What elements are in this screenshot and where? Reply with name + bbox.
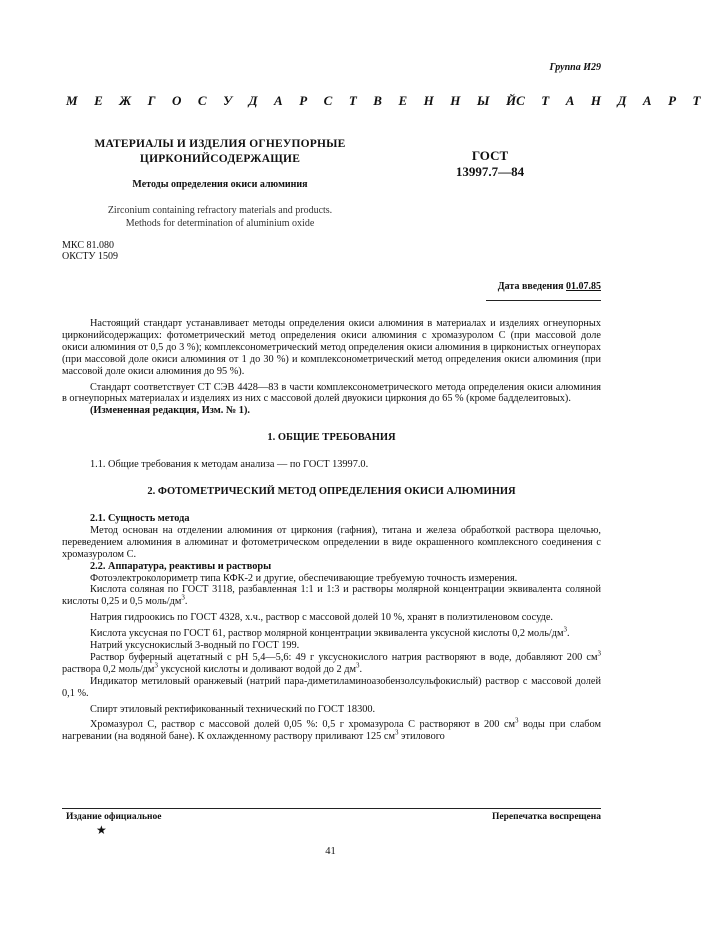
paragraph-chromazurol: Хромазурол С, раствор с массовой долей 0,05 %: 0,5 г хромазурола С растворяют в 200 $см^3$ воды при слабом нагревании (на водяной бане). К охлажденному раствору приливают 125 $см^3$ этилового [62,717,601,743]
paragraph-sodium-acetate: Натрий уксуснокислый 3-водный по ГОСТ 199. [90,640,300,652]
banner-letter: Н [450,93,461,108]
banner-letter: А [274,93,283,108]
banner-letter: Ы [476,93,490,108]
divider [486,300,601,301]
okstu-code: ОКСТУ 1509 [62,251,119,262]
title-line-2: ЦИРКОНИЙСОДЕРЖАЩИЕ [139,153,301,165]
paragraph-ethanol: Спирт этиловый ректификованный технический по ГОСТ 18300. [90,703,376,715]
paragraph-amendment: (Измененная редакция, Изм. № 1). [90,405,250,417]
banner-right [516,93,700,109]
title-subtitle: Методы определения окиси алюминия [132,179,308,190]
subheading-2-1: 2.1. Сущность метода [90,512,190,524]
footer-divider [62,808,601,809]
paragraph-photometer: Фотоэлектроколориметр типа КФК-2 и другие, обеспечивающие требуемую точность измерения. [90,572,518,584]
banner-letter: О [172,93,182,108]
subheading-2-2: 2.2. Аппаратура, реактивы и растворы [90,560,272,572]
title-english-line-1: Zirconium containing refractory materials and products. [107,205,333,216]
banner-letter: С [197,93,207,108]
banner-letter: Г [147,93,156,108]
paragraph-indicator: Индикатор метиловый оранжевый (натрий пара-диметиламиноазобензолсульфокислый) раствор с массовой долей 0,1 %. [62,675,601,699]
official-edition-label: Издание официальное [66,812,162,822]
paragraph-acetic-acid: Кислота уксусная по ГОСТ 61, раствор молярной концентрации эквивалента уксусной кислоты 0,2 моль/$дм^3$. [90,625,570,640]
standard-banner [66,93,701,109]
title-line-1: МАТЕРИАЛЫ И ИЗДЕЛИЯ ОГНЕУПОРНЫЕ [94,138,346,150]
mks-code: МКС 81.080 [62,240,114,251]
paragraph-scope: Настоящий стандарт устанавливает методы определения окиси алюминия в материалах и изделиях огнеупорных цирконийсодержащих: фотометрический метод определения окиси алюминия с хромазуролом С (при массовой доле окиси алюминия от 0,5 до 3 %); комплексонометрический метод определения окиси алюминия в цирконистых огнеупорах (при массовой доле окиси алюминия от 1 до 30 %) и комплексонометрический метод определения окиси алюминия (при массовой доле окиси алюминия до 95 %). [62,318,601,377]
banner-letter: Р [299,93,308,108]
gost-number [435,148,545,180]
paragraph-naoh: Натрия гидроокись по ГОСТ 4328, х.ч., раствор с массовой долей 10 %, хранят в полиэтиленовом сосуде. [90,612,553,624]
intro-date-value: 01.07.85 [566,281,601,292]
banner-letter: В [373,93,382,108]
banner-letter: А [642,93,652,108]
body-text [62,318,601,743]
banner-letter: Р [668,93,677,108]
paragraph-1-1: 1.1. Общие требования к методам анализа — по ГОСТ 13997.0. [90,459,369,471]
page-number: 41 [325,846,336,857]
banner-letter: Т [348,93,357,108]
banner-letter: У [223,93,233,108]
intro-date-label: Дата введения [497,281,564,292]
banner-letter: Н [423,93,434,108]
banner-letter: Е [398,93,408,108]
paragraph-method: Метод основан на отделении алюминия от циркония (гафния), титана и железа обработкой раствора щелочью, переведением алюминия в алюминат и фотометрическом определении в виде окрашенного комплексного соединения с хромазуролом С. [62,524,601,560]
banner-letter: Д [617,93,627,108]
gost-code: 13997.7—84 [455,164,525,179]
paragraph-buffer: Раствор буферный ацетатный с рН 5,4—5,6: 49 г уксуснокислого натрия растворяют в воде, добавляют 200 $см^3$ раствора 0,2 моль/$дм^3$ уксусной кислоты и доливают водой до 2 $дм^3$. [62,649,601,675]
banner-letter: Т [692,93,701,108]
banner-letter: Е [94,93,103,108]
paragraph-hcl: Кислота соляная по ГОСТ 3118, разбавленная 1:1 и 1:3 и растворы молярной концентрации эквивалента соляной кислоты 0,25 и 0,5 моль/$дм^3$. [62,584,601,608]
banner-letter: Т [541,93,550,108]
banner-letter: Ж [119,93,132,108]
section-heading-2: 2. ФОТОМЕТРИЧЕСКИЙ МЕТОД ОПРЕДЕЛЕНИЯ ОКИСИ АЛЮМИНИЯ [147,486,516,498]
gost-label: ГОСТ [471,148,509,163]
title-block [60,137,380,230]
classification-codes [62,240,118,262]
banner-letter: М [66,93,78,108]
star-icon: ★ [96,823,107,837]
paragraph-conformity: Стандарт соответствует СТ СЭВ 4428—83 в части комплексонометрического метода определения окиси алюминия в огнеупорных материалах и изделиях из них с массовой долей двуокиси циркония до 65 % (кроме бадделеитовых). [62,381,601,405]
banner-letter: Н [590,93,602,108]
introduction-date [498,281,601,292]
reprint-prohibited-label: Перепечатка воспрещена [491,812,601,822]
banner-letter: С [323,93,333,108]
banner-letter: Д [248,93,258,108]
banner-letter: А [565,93,575,108]
section-heading-1: 1. ОБЩИЕ ТРЕБОВАНИЯ [267,432,396,444]
banner-letter: Й [505,93,517,108]
title-english-line-2: Methods for determination of aluminium oxide [125,218,315,229]
banner-letter: С [516,93,525,108]
banner-left [66,93,516,109]
group-code: Группа И29 [549,62,601,73]
title-english [60,204,380,230]
